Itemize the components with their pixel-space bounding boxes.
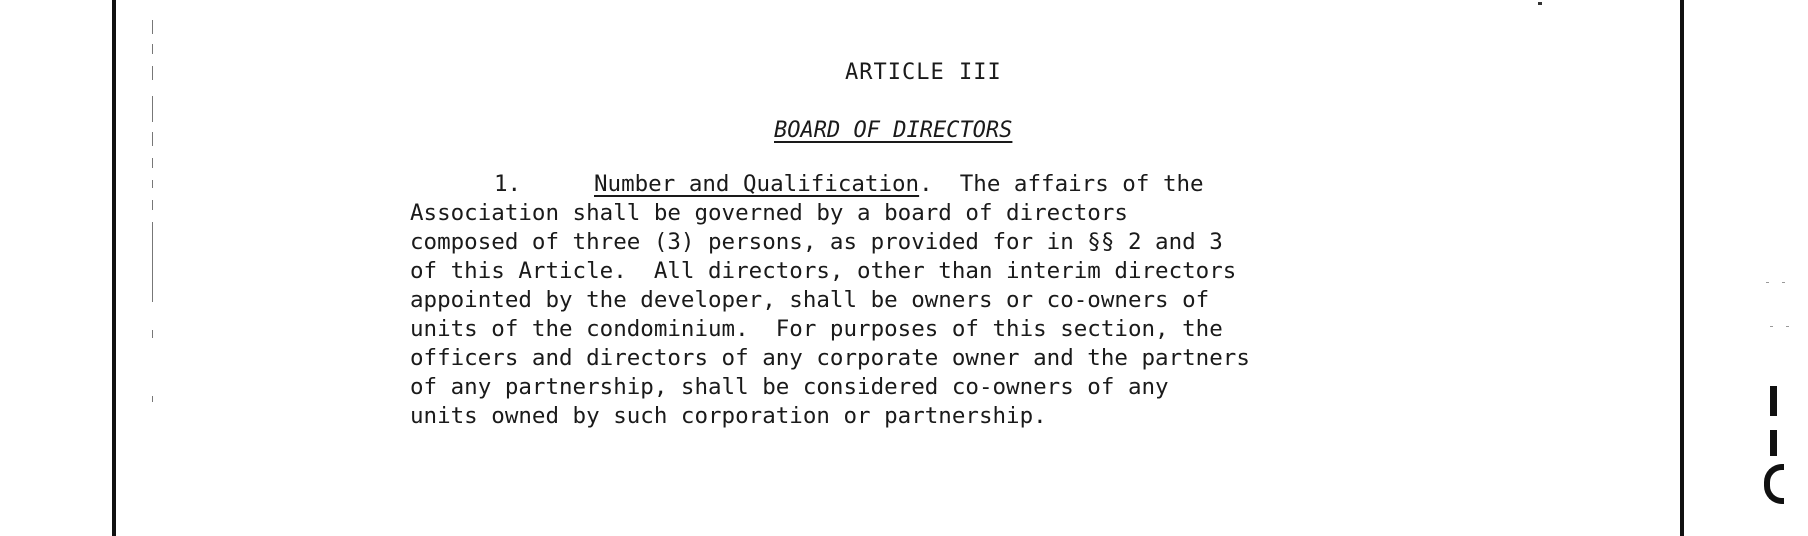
paragraph-1 [410,170,1510,431]
paragraph-line: The affairs of the [959,171,1204,197]
scan-speck [1786,326,1789,327]
paragraph-title: Number and Qualification [594,171,920,197]
scan-mark [1764,464,1784,504]
paragraph-line: appointed by the developer, shall be owners or co-owners of [410,287,1210,313]
article-heading: ARTICLE III [845,60,1002,85]
binding-marks [152,0,154,528]
paragraph-number: 1. [494,171,522,197]
margin-scan-marks [1760,380,1790,520]
scan-speck [1538,2,1542,5]
paragraph-line: units owned by such corporation or partnership. [410,403,1047,429]
scan-speck [1782,282,1785,283]
paragraph-line: Association shall be governed by a board of directors [410,200,1128,226]
paragraph-line: of any partnership, shall be considered co-owners of any [410,374,1169,400]
paragraph-line: composed of three (3) persons, as provided for in §§ 2 and 3 [410,229,1223,255]
scan-speck [1770,326,1773,327]
scan-speck [1766,282,1769,283]
paragraph-line: of this Article. All directors, other than interim directors [410,258,1237,284]
section-heading: BOARD OF DIRECTORS [774,118,1013,143]
paragraph-first-line: 1. Number and Qualification. The affairs of the [410,170,1510,199]
scan-mark [1770,386,1777,416]
paragraph-line: officers and directors of any corporate owner and the partners [410,345,1250,371]
paragraph-line: units of the condominium. For purposes of this section, the [410,316,1223,342]
scan-mark [1770,430,1777,456]
